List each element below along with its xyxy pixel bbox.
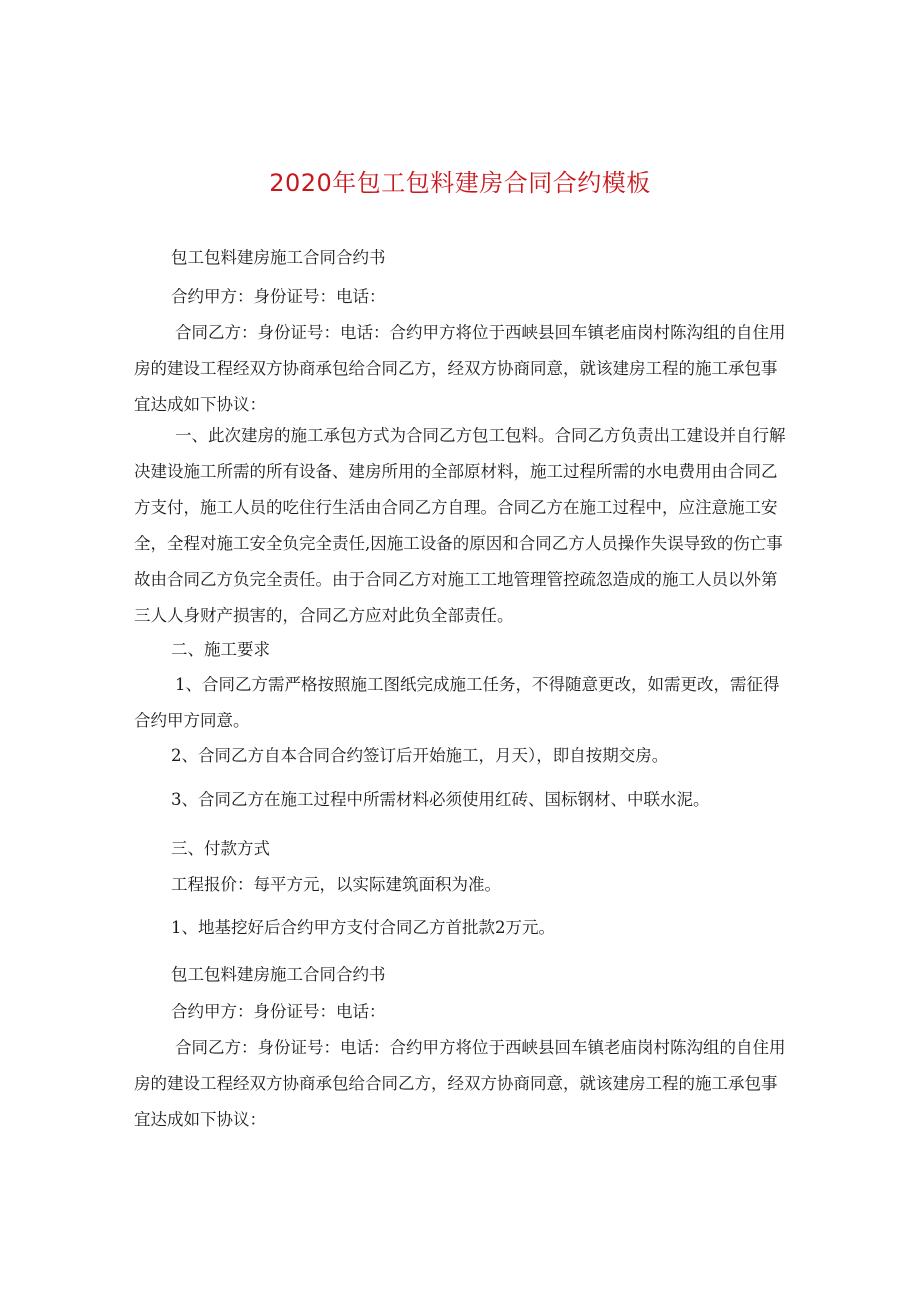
price-line: 工程报价：每平方元，以实际建筑面积为准。 bbox=[171, 875, 501, 894]
party-b-paragraph: 合同乙方：身份证号：电话：合约甲方将位于西峡县回车镇老庙岗村陈沟组的自住用房的建设工程经双方协商承包给合同乙方，经双方协商同意，就该建房工程的施工承包事宜达成如下协议： bbox=[134, 323, 786, 414]
section-three-heading: 三、付款方式 bbox=[171, 839, 270, 858]
party-a-line-repeat: 合约甲方：身份证号：电话： bbox=[171, 1002, 386, 1021]
contract-heading-repeat: 包工包料建房施工合同合约书 bbox=[171, 965, 386, 984]
contract-heading: 包工包料建房施工合同合约书 bbox=[171, 248, 386, 267]
party-b-paragraph-repeat: 合同乙方：身份证号：电话：合约甲方将位于西峡县回车镇老庙岗村陈沟组的自住用房的建设工程经双方协商承包给合同乙方，经双方协商同意，就该建房工程的施工承包事宜达成如下协议： bbox=[134, 1038, 786, 1129]
party-a-line: 合约甲方：身份证号：电话： bbox=[171, 287, 386, 306]
payment-item-1: 1、地基挖好后合约甲方支付合同乙方首批款2万元。 bbox=[171, 918, 555, 937]
requirement-item-2: 2、合同乙方自本合同合约签订后开始施工，月天），即自按期交房。 bbox=[171, 746, 669, 765]
requirement-item-3: 3、合同乙方在施工过程中所需材料必须使用红砖、国标钢材、中联水泥。 bbox=[171, 790, 710, 809]
document-title: 2020年包工包料建房合同合约模板 bbox=[269, 169, 651, 197]
requirement-item-1: 1、合同乙方需严格按照施工图纸完成施工任务，不得随意更改，如需更改，需征得合约甲方同意。 bbox=[134, 675, 780, 730]
clause-one-paragraph: 一、此次建房的施工承包方式为合同乙方包工包料。合同乙方负责出工建设并自行解决建设施工所需的所有设备、建房所用的全部原材料，施工过程所需的水电费用由合同乙方支付，施工人员的吃住行生活由合同乙方自理。合同乙方在施工过程中，应注意施工安全，全程对施工安全负完全责任,因施工设备的原因和合同乙方人员操作失误导致的伤亡事故由合同乙方负完全责任。由于合同乙方对施工工地管理管控疏忽造成的施工人员以外第三人人身财产损害的，合同乙方应对此负全部责任。 bbox=[134, 426, 786, 625]
section-two-heading: 二、施工要求 bbox=[171, 640, 270, 659]
